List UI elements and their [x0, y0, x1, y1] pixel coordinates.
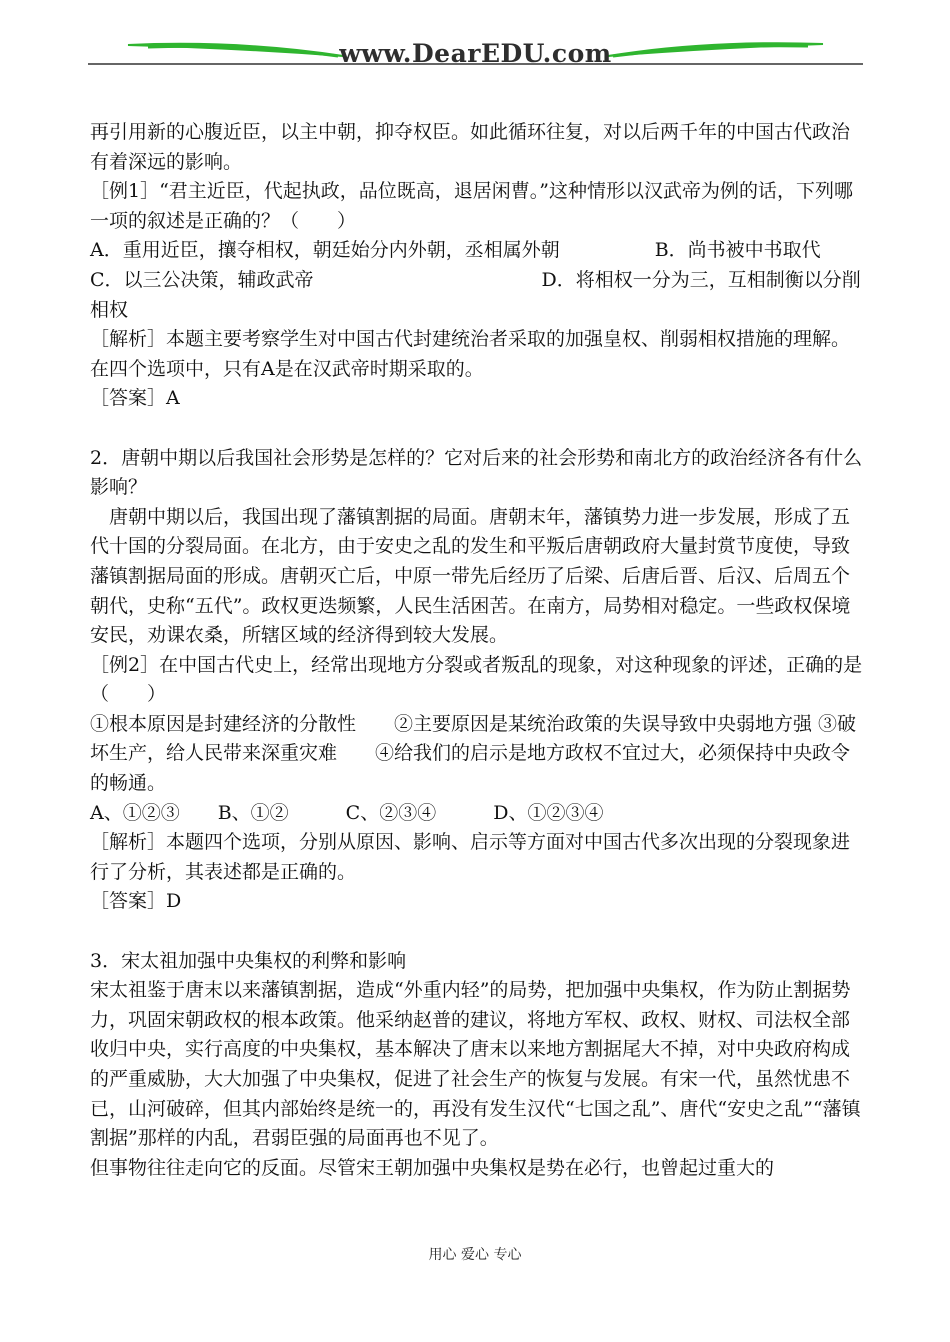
paragraph: 唐朝中期以后，我国出现了藩镇割据的局面。唐朝末年，藩镇势力进一步发展，形成了五代十国的分裂局面。在北方，由于安史之乱的发生和平叛后唐朝政府大量封赏节度使，导致藩镇割据局面的形成。唐朝灭亡后，中原一带先后经历了后梁、后唐后晋、后汉、后周五个朝代，史称“五代”。政权更迭频繁，人民生活困苦。在南方，局势相对稳定。一些政权保境安民，劝课农桑，所辖区域的经济得到较大发展。 — [90, 505, 851, 647]
analysis: ［解析］本题主要考察学生对中国古代封建统治者采取的加强皇权、削弱相权措施的理解。在四个选项中，只有A是在汉武帝时期采取的。 — [90, 328, 851, 380]
page-footer: 用心 爱心 专心 — [428, 1247, 522, 1263]
paragraph: 再引用新的心腹近臣，以主中朝，抑夺权臣。如此循环往复，对以后两千年的中国古代政治有着深远的影响。 — [90, 121, 851, 173]
paragraph: 但事物往往走向它的反面。尽管宋王朝加强中央集权是势在必行，也曾起过重大的 — [90, 1156, 775, 1179]
answer: ［答案］D — [90, 890, 182, 913]
section-heading: 3．宋太祖加强中央集权的利弊和影响 — [90, 949, 407, 972]
option-row: A．重用近臣，攘夺相权，朝廷始分内外朝，丞相属外朝 B．尚书被中书取代 — [90, 239, 821, 262]
option-row: A、①②③ B、①② C、②③④ D、①②③④ — [90, 801, 604, 824]
paragraph: 宋太祖鉴于唐末以来藩镇割据，造成“外重内轻”的局势，把加强中央集权，作为防止割据势力，巩固宋朝政权的根本政策。他采纳赵普的建议，将地方军权、政权、财权、司法权全部收归中央，实行高度的中央集权，基本解决了唐末以来地方割据尾大不掉，对中央政府构成的严重威胁，大大加强了中央集权，促进了社会生产的恢复与发展。有宋一代，虽然忧患不已，山河破碎，但其内部始终是统一的，再没有发生汉代“七国之乱”、唐代“安史之乱”“藩镇割据”那样的内乱，君弱臣强的局面再也不见了。 — [90, 979, 861, 1150]
spacer — [90, 414, 865, 444]
answer: ［答案］A — [90, 387, 180, 410]
example-question: ［例1］“君主近臣，代起执政，品位既高，退居闲曹。”这种情形以汉武帝为例的话，下列哪一项的叙述是正确的？（ ） — [90, 180, 854, 232]
site-name: www.DearEDU.com — [339, 39, 612, 68]
page-header — [88, 34, 863, 74]
analysis: ［解析］本题四个选项，分别从原因、影响、启示等方面对中国古代多次出现的分裂现象进行了分析，其表述都是正确的。 — [90, 831, 851, 883]
option-row: C．以三公决策，辅政武帝 D．将相权一分为三，互相制衡以分削相权 — [90, 268, 861, 321]
document-body — [90, 118, 865, 1183]
section-heading: 2．唐朝中期以后我国社会形势是怎样的？它对后来的社会形势和南北方的政治经济各有什么影响？ — [90, 446, 863, 499]
statement-list: ①根本原因是封建经济的分散性 ②主要原因是某统治政策的失误导致中央弱地方强 ③破坏生产，给人民带来深重灾难 ④给我们的启示是地方政权不宜过大，必须保持中央政令的畅通。 — [90, 712, 857, 795]
spacer — [90, 917, 865, 947]
example-question: ［例2］在中国古代史上，经常出现地方分裂或者叛乱的现象，对这种现象的评述，正确的是（ ） — [90, 653, 863, 706]
